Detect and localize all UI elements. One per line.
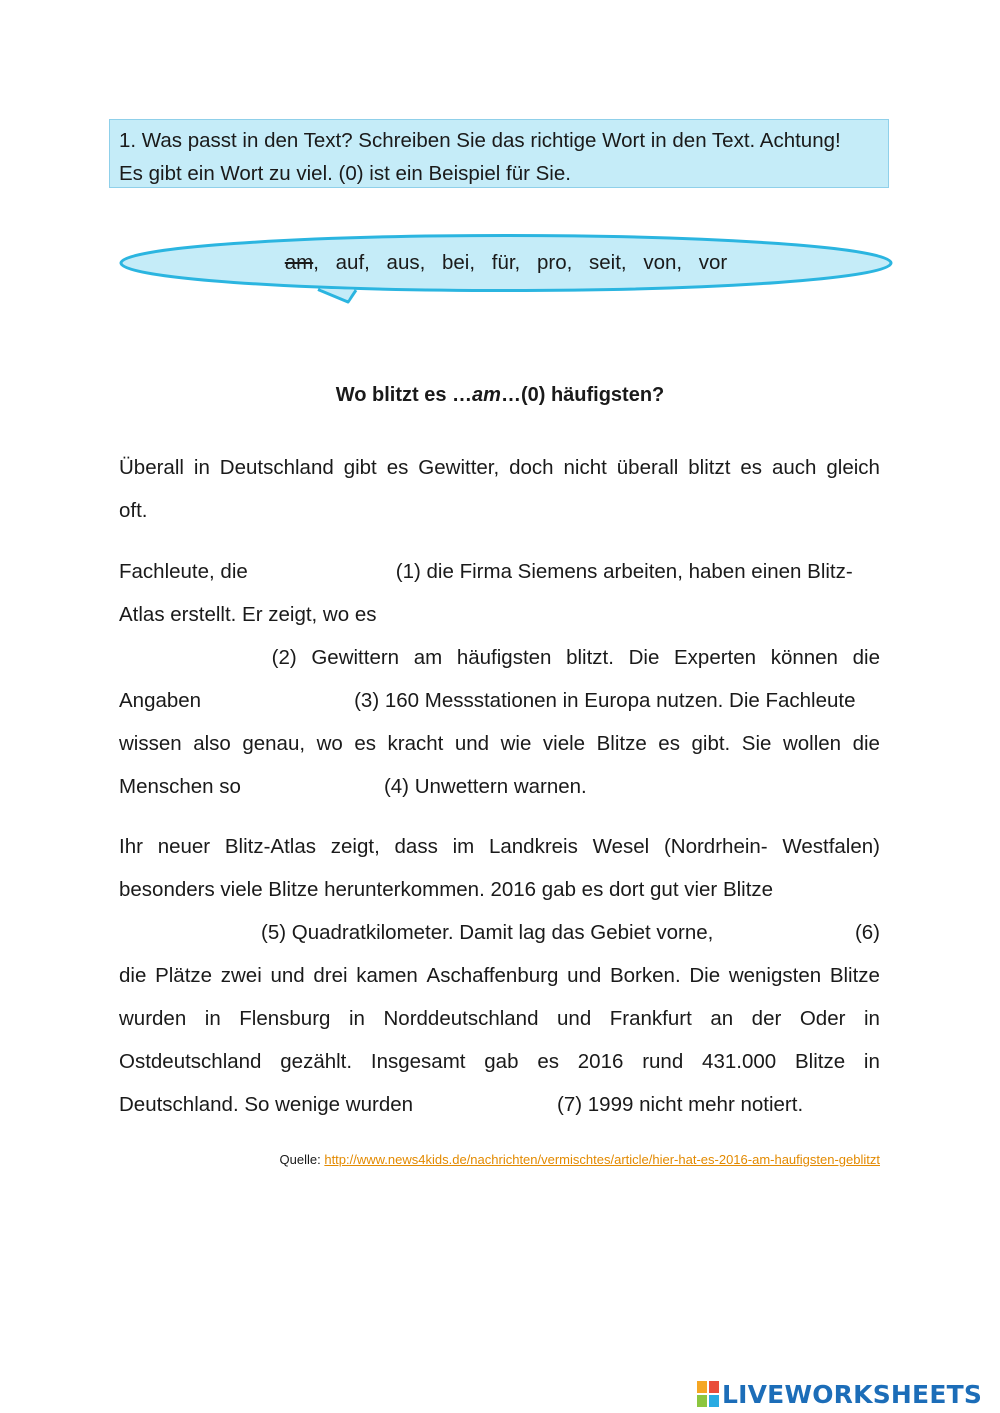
p2-line-4: Angaben (3) 160 Messstationen in Europa nutzen. Die Fachleute xyxy=(119,689,856,712)
word-bank-item: aus, xyxy=(386,251,426,274)
article-title xyxy=(120,380,880,410)
word-bank-item: von, xyxy=(643,251,683,274)
answer-blank-2[interactable] xyxy=(119,643,257,673)
word-bank-used-item: am, xyxy=(284,251,319,274)
title-part: …(0) häufigsten? xyxy=(500,384,665,406)
p3-line-7: Deutschland. So wenige wurden (7) 1999 nicht mehr notiert. xyxy=(119,1093,804,1116)
source-label: Quelle: xyxy=(279,1152,321,1167)
p3-line-3: (5) Quadratkilometer. Damit lag das Gebiet vorne, (6) xyxy=(119,918,880,948)
word-bank-item: vor xyxy=(698,251,728,274)
p3-line-1: Ihr neuer Blitz-Atlas zeigt, dass im Landkreis Wesel (Nordrhein- Westfalen) xyxy=(119,835,880,858)
brand-name: LIVEWORKSHEETS xyxy=(722,1379,983,1409)
word-bank-item: auf, xyxy=(335,251,370,274)
p2-line-3: (2) Gewittern am häufigsten blitzt. Die Experten können die xyxy=(119,643,880,673)
p2-line-5: wissen also genau, wo es kracht und wie viele Blitze es gibt. Sie wollen die xyxy=(119,732,880,755)
p3-line-5: wurden in Flensburg in Norddeutschland und Frankfurt an der Oder in xyxy=(119,1007,880,1030)
p2-line-6: Menschen so (4) Unwettern warnen. xyxy=(119,775,587,798)
word-used-example: am xyxy=(284,251,314,274)
p3-line-4: die Plätze zwei und drei kamen Aschaffenburg und Borken. Die wenigsten Blitze xyxy=(119,964,880,987)
word-bank-item: pro, xyxy=(536,251,573,274)
instruction-line-2: Es gibt ein Wort zu viel. (0) ist ein Beispiel für Sie. xyxy=(119,162,571,185)
word-bank-item: bei, xyxy=(442,251,476,274)
p3-line-2: besonders viele Blitze herunterkommen. 2016 gab es dort gut vier Blitze xyxy=(119,878,774,901)
liveworksheets-brand xyxy=(697,1378,982,1410)
p2-line-2: Atlas erstellt. Er zeigt, wo es xyxy=(119,603,377,626)
word-bank-item: seit, xyxy=(589,251,627,274)
instruction-box xyxy=(109,119,889,188)
liveworksheets-logo-icon xyxy=(697,1381,719,1407)
source-link[interactable]: http://www.news4kids.de/nachrichten/vermischtes/article/hier-hat-es-2016-am-haufigsten-geblitzt xyxy=(324,1152,880,1167)
title-part: Wo blitzt es … xyxy=(335,384,473,406)
p1-line-1: Überall in Deutschland gibt es Gewitter, doch nicht überall blitzt es auch gleich xyxy=(119,456,880,479)
p3-line-6: Ostdeutschland gezählt. Insgesamt gab es 2016 rund 431.000 Blitze in xyxy=(119,1050,880,1073)
instruction-line-1: 1. Was passt in den Text? Schreiben Sie das richtige Wort in den Text. Achtung! xyxy=(119,129,841,152)
p2-line-1: Fachleute, die (1) die Firma Siemens arbeiten, haben einen Blitz- xyxy=(119,560,853,583)
source-citation xyxy=(217,1151,880,1169)
word-bank-bubble xyxy=(118,228,894,306)
word-bank-item: für, xyxy=(491,251,521,274)
p1-line-2: oft. xyxy=(119,499,148,522)
p3-line-3-end: (6) xyxy=(854,921,880,944)
title-example-word: am xyxy=(472,384,501,406)
word-bank xyxy=(118,248,894,278)
